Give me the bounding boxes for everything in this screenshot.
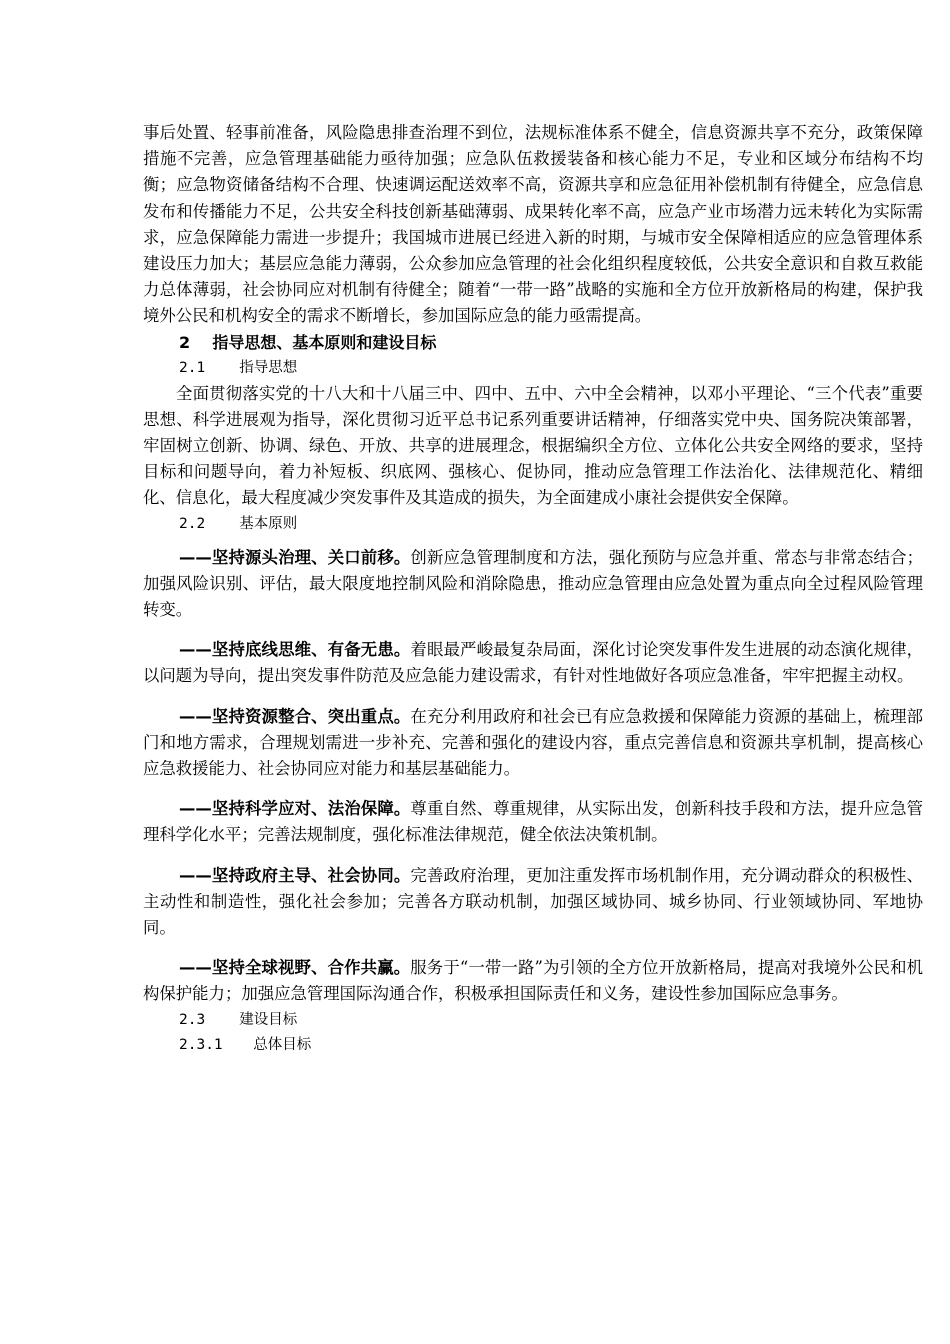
principle-paragraph [143,863,923,942]
principle-text: 创新应急管理制度和方法，强化预防与应急并重、常态与非常态结合；加强风险识别、评估，最大限度地控制风险和消除隐患，推动应急管理由应急处置为重点向全过程风险管理转变。 [143,547,924,620]
principle-lead: ——坚持科学应对、法治保障。 [179,799,411,819]
section-2-1-heading [143,356,923,381]
section-2-3-1-title: 总体目标 [253,1036,312,1053]
section-2-3-title: 建设目标 [239,1011,298,1028]
section-2-1-title: 指导思想 [239,359,298,376]
principle-paragraph [143,955,923,1007]
principle-paragraph [143,545,923,624]
document-page [143,120,923,1058]
section-2-3-heading [143,1008,923,1033]
principle-paragraph [143,704,923,783]
section-2-3-1-heading [143,1033,923,1058]
principle-paragraph [143,637,923,689]
principle-text: 完善政府治理，更加注重发挥市场机制作用，充分调动群众的积极性、主动性和制造性，强化社会参加；完善各方联动机制，加强区域协同、城乡协同、行业领域协同、军地协同。 [143,865,924,938]
principle-lead: ——坚持源头治理、关口前移。 [179,547,411,567]
section-2-3-number: 2.3 [179,1011,206,1028]
principle-lead: ——坚持全球视野、合作共赢。 [179,958,411,978]
section-2-number: 2 [179,332,191,352]
principle-paragraph [143,796,923,848]
section-2-1-number: 2.1 [179,359,206,376]
principle-lead: ——坚持底线思维、有备无患。 [179,640,411,660]
section-2-3-1-number: 2.3.1 [179,1036,223,1053]
section-2-heading [143,330,923,356]
section-2-2-title: 基本原则 [239,515,298,532]
section-2-title: 指导思想、基本原则和建设目标 [212,332,437,352]
principle-lead: ——坚持政府主导、社会协同。 [179,865,411,885]
principle-text: 在充分利用政府和社会已有应急救援和保障能力资源的基础上，梳理部门和地方需求，合理规划需进一步补充、完善和强化的建设内容，重点完善信息和资源共享机制，提高核心应急救援能力、社会协同应对能力和基层基础能力。 [143,706,924,779]
intro-paragraph: 事后处置、轻事前准备，风险隐患排查治理不到位，法规标准体系不健全，信息资源共享不充分，政策保障措施不完善，应急管理基础能力亟待加强；应急队伍救援装备和核心能力不足，专业和区域分布结构不均衡；应急物资储备结构不合理、快速调运配送效率不高，资源共享和应急征用补偿机制有待健全，应急信息发布和传播能力不足，公共安全科技创新基础薄弱、成果转化率不高，应急产业市场潜力远未转化为实际需求，应急保障能力需进一步提升；我国城市进展已经进入新的时期，与城市安全保障相适应的应急管理体系建设压力加大；基层应急能力薄弱，公众参加应急管理的社会化组织程度较低，公共安全意识和自救互救能力总体薄弱，社会协同应对机制有待健全；随着“一带一路”战略的实施和全方位开放新格局的构建，保护我境外公民和机构安全的需求不断增长，参加国际应急的能力亟需提高。 [143,123,923,326]
section-2-2-number: 2.2 [179,515,206,532]
guiding-thought-paragraph: 全面贯彻落实党的十八大和十八届三中、四中、五中、六中全会精神，以邓小平理论、“三个代表”重要思想、科学进展观为指导，深化贯彻习近平总书记系列重要讲话精神，仔细落实党中央、国务院决策部署，牢固树立创新、协调、绿色、开放、共享的进展理念，根据编织全方位、立体化公共安全网络的要求，坚持目标和问题导向，着力补短板、织底网、强核心、促协同，推动应急管理工作法治化、法律规范化、精细化、信息化，最大程度减少突发事件及其造成的损失，为全面建成小康社会提供安全保障。 [143,383,923,508]
principle-text: 着眼最严峻最复杂局面，深化讨论突发事件发生进展的动态演化规律，以问题为导向，提出突发事件防范及应急能力建设需求，有针对性地做好各项应急准备，牢牢把握主动权。 [143,640,924,686]
principle-lead: ——坚持资源整合、突出重点。 [179,706,411,726]
principle-text: 尊重自然、尊重规律，从实际出发，创新科技手段和方法，提升应急管理科学化水平；完善法规制度，强化标准法律规范，健全依法决策机制。 [143,799,924,845]
section-2-2-heading [143,512,923,537]
principle-text: 服务于“一带一路”为引领的全方位开放新格局，提高对我境外公民和机构保护能力；加强应急管理国际沟通合作，积极承担国际责任和义务，建设性参加国际应急事务。 [143,958,924,1004]
